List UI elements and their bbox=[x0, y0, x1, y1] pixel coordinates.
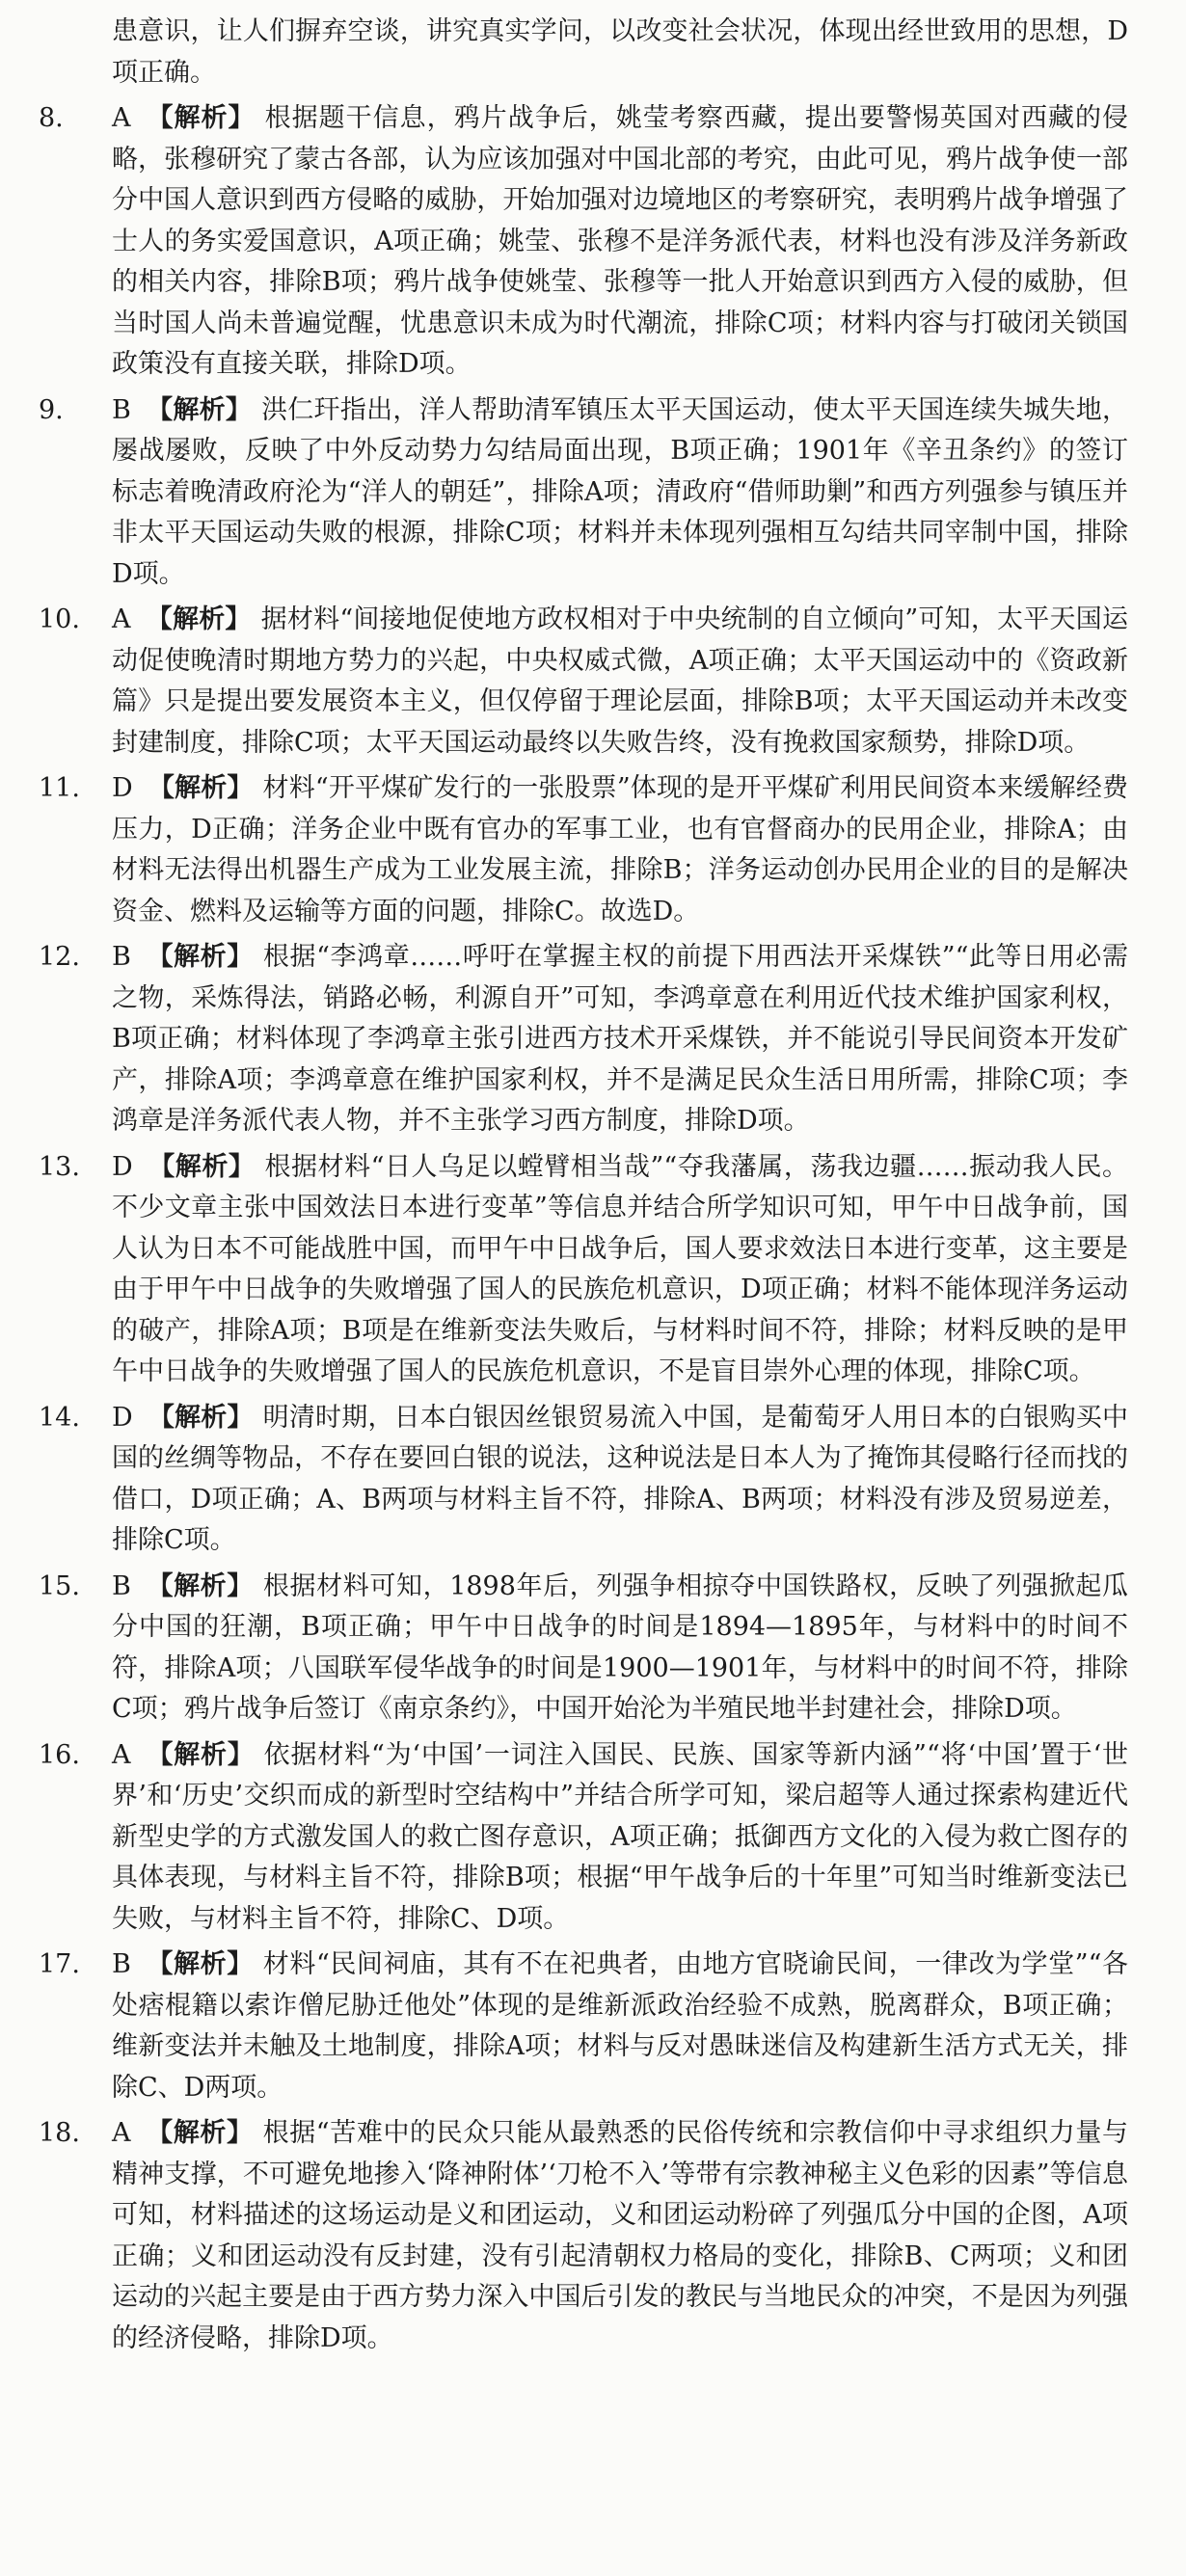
answer-letter: B bbox=[112, 1949, 131, 1979]
answer-body bbox=[112, 768, 1128, 932]
answer-item bbox=[39, 937, 1128, 1142]
answer-letter: A bbox=[112, 1739, 131, 1770]
answer-body bbox=[112, 937, 1128, 1142]
answer-body bbox=[112, 1735, 1128, 1941]
answer-letter: D bbox=[112, 1151, 133, 1182]
question-number: 13. bbox=[39, 1151, 80, 1182]
answer-item bbox=[39, 1147, 1128, 1393]
answer-letter: B bbox=[112, 394, 131, 425]
answer-body bbox=[112, 2113, 1128, 2359]
analysis-tag: 【解析】 bbox=[146, 604, 252, 634]
answer-item bbox=[39, 600, 1128, 764]
answer-letter: B bbox=[112, 942, 131, 972]
analysis-text: 根据材料“日人乌足以螳臂相当哉”“夺我藩属，荡我边疆……振动我人民。不少文章主张中国效法日本进行变革”等信息并结合所学知识可知，甲午中日战争前，国人认为日本不可能战胜中国，而甲午中日战争后，国人要求效法日本进行变革，这主要是由于甲午中日战争的失败增强了国人的民族危机意识，D项正确；材料不能体现洋务运动的破产，排除A项；B项是在维新变法失败后，与材料时间不符，排除；材料反映的是甲午中日战争的失败增强了国人的民族危机意识，不是盲目崇外心理的体现，排除C项。 bbox=[112, 1151, 1129, 1386]
analysis-tag: 【解析】 bbox=[148, 1402, 254, 1433]
answer-letter: B bbox=[112, 1570, 131, 1601]
analysis-text: 材料“开平煤矿发行的一张股票”体现的是开平煤矿利用民间资本来缓解经费压力，D正确；洋务企业中既有官办的军事工业，也有官督商办的民用企业，排除A；由材料无法得出机器生产成为工业发展主流，排除B；洋务运动创办民用企业的目的是解决资金、燃料及运输等方面的问题，排除C。故选D。 bbox=[112, 773, 1129, 926]
analysis-text: 明清时期，日本白银因丝银贸易流入中国，是葡萄牙人用日本的白银购买中国的丝绸等物品，不存在要回白银的说法，这种说法是日本人为了掩饰其侵略行径而找的借口，D项正确；A、B两项与材料主旨不符，排除A、B两项；材料没有涉及贸易逆差，排除C项。 bbox=[112, 1402, 1129, 1555]
analysis-tag: 【解析】 bbox=[146, 1570, 254, 1601]
question-number: 11. bbox=[39, 773, 80, 803]
analysis-text: 根据“苦难中的民众只能从最熟悉的民俗传统和宗教信仰中寻求组织力量与精神支撑，不可避免地掺入‘降神附体’‘刀枪不入’等带有宗教神秘主义色彩的因素”等信息可知，材料描述的这场运动是义和团运动，义和团运动粉碎了列强瓜分中国的企图，A项正确；义和团运动没有反封建，没有引起清朝权力格局的变化，排除B、C两项；义和团运动的兴起主要是由于西方势力深入中国后引发的教民与当地民众的冲突，不是因为列强的经济侵略，排除D项。 bbox=[112, 2118, 1129, 2353]
answer-body bbox=[112, 1945, 1128, 2108]
analysis-tag: 【解析】 bbox=[146, 1949, 254, 1979]
question-number: 8. bbox=[39, 103, 64, 133]
answer-item bbox=[39, 1398, 1128, 1562]
analysis-tag: 【解析】 bbox=[148, 773, 254, 803]
question-number: 14. bbox=[39, 1402, 80, 1433]
answer-letter: A bbox=[112, 2118, 131, 2148]
question-number: 12. bbox=[39, 942, 80, 972]
question-number: 17. bbox=[39, 1949, 80, 1979]
answer-body bbox=[112, 1398, 1128, 1562]
answer-letter: D bbox=[112, 773, 133, 803]
answer-body bbox=[112, 600, 1128, 764]
analysis-text: 材料“民间祠庙，其有不在祀典者，由地方官晓谕民间，一律改为学堂”“各处痞棍籍以索诈僧尼胁迁他处”体现的是维新派政治经验不成熟，脱离群众，B项正确；维新变法并未触及土地制度，排除A项；材料与反对愚昧迷信及构建新生活方式无关，排除C、D两项。 bbox=[112, 1949, 1128, 2103]
analysis-tag: 【解析】 bbox=[146, 103, 256, 133]
answer-letter: D bbox=[112, 1402, 133, 1433]
answer-letter: A bbox=[112, 103, 131, 133]
analysis-text: 洪仁玕指出，洋人帮助清军镇压太平天国运动，使太平天国连续失城失地，屡战屡败，反映了中外反动势力勾结局面出现，B项正确；1901年《辛丑条约》的签订标志着晚清政府沦为“洋人的朝廷”，排除A项；清政府“借师助剿”和西方列强参与镇压并非太平天国运动失败的根源，排除C项；材料并未体现列强相互勾结共同宰制中国，排除D项。 bbox=[112, 394, 1129, 589]
question-number: 10. bbox=[39, 604, 80, 634]
analysis-text: 根据题干信息，鸦片战争后，姚莹考察西藏，提出要警惕英国对西藏的侵略，张穆研究了蒙古各部，认为应该加强对中国北部的考究，由此可见，鸦片战争使一部分中国人意识到西方侵略的威胁，开始加强对边境地区的考察研究，表明鸦片战争增强了士人的务实爱国意识，A项正确；姚莹、张穆不是洋务派代表，材料也没有涉及洋务新政的相关内容，排除B项；鸦片战争使姚莹、张穆等一批人开始意识到西方入侵的威胁，但当时国人尚未普遍觉醒，忧患意识未成为时代潮流，排除C项；材料内容与打破闭关锁国政策没有直接关联，排除D项。 bbox=[112, 103, 1129, 379]
analysis-text: 根据“李鸿章……呼吁在掌握主权的前提下用西法开采煤铁”“此等日用必需之物，采炼得法，销路必畅，利源自开”可知，李鸿章意在利用近代技术维护国家利权，B项正确；材料体现了李鸿章主张引进西方技术开采煤铁，并不能说引导民间资本开发矿产，排除A项；李鸿章意在维护国家利权，并不是满足民众生活日用所需，排除C项；李鸿章是洋务派代表人物，并不主张学习西方制度，排除D项。 bbox=[112, 942, 1128, 1136]
answer-body bbox=[112, 98, 1128, 386]
analysis-text: 依据材料“为‘中国’一词注入国民、民族、国家等新内涵”“将‘中国’置于‘世界’和‘历史’交织而成的新型时空结构中”并结合所学可知，梁启超等人通过探索构建近代新型史学的方式激发国人的救亡图存意识，A项正确；抵御西方文化的入侵为救亡图存的具体表现，与材料主旨不符，排除B项；根据“甲午战争后的十年里”可知当时维新变法已失败，与材料主旨不符，排除C、D项。 bbox=[112, 1739, 1129, 1934]
question-number: 18. bbox=[39, 2118, 80, 2148]
answer-item bbox=[39, 390, 1128, 596]
analysis-tag: 【解析】 bbox=[146, 2118, 254, 2148]
analysis-tag: 【解析】 bbox=[146, 394, 253, 425]
analysis-text: 根据材料可知，1898年后，列强争相掠夺中国铁路权，反映了列强掀起瓜分中国的狂潮，B项正确；甲午中日战争的时间是1894—1895年，与材料中的时间不符，排除A项；八国联军侵华战争的时间是1900—1901年，与材料中的时间不符，排除C项；鸦片战争后签订《南京条约》，中国开始沦为半殖民地半封建社会，排除D项。 bbox=[112, 1570, 1128, 1724]
question-number: 15. bbox=[39, 1570, 80, 1601]
question-number: 16. bbox=[39, 1739, 80, 1770]
analysis-tag: 【解析】 bbox=[146, 942, 254, 972]
analysis-tag: 【解析】 bbox=[146, 1739, 255, 1770]
answer-body bbox=[112, 390, 1128, 596]
analysis-text: 据材料“间接地促使地方政权相对于中央统制的自立倾向”可知，太平天国运动促使晚清时期地方势力的兴起，中央权威式微，A项正确；太平天国运动中的《资政新篇》只是提出要发展资本主义，但仅停留于理论层面，排除B项；太平天国运动并未改变封建制度，排除C项；太平天国运动最终以失败告终，没有挽救国家颓势，排除D项。 bbox=[112, 604, 1128, 758]
question-number: 9. bbox=[39, 394, 64, 425]
answer-item bbox=[39, 1945, 1128, 2108]
answer-item bbox=[39, 768, 1128, 932]
answer-item bbox=[39, 2113, 1128, 2359]
answer-body bbox=[112, 1147, 1128, 1393]
answer-item bbox=[39, 1567, 1128, 1731]
answer-body bbox=[112, 1567, 1128, 1731]
intro-paragraph: 患意识，让人们摒弃空谈，讲究真实学问，以改变社会状况，体现出经世致用的思想，D项正确。 bbox=[112, 16, 1128, 88]
answer-letter: A bbox=[112, 604, 131, 634]
analysis-tag: 【解析】 bbox=[148, 1151, 256, 1182]
answer-item bbox=[39, 98, 1128, 386]
answer-item bbox=[39, 1735, 1128, 1941]
